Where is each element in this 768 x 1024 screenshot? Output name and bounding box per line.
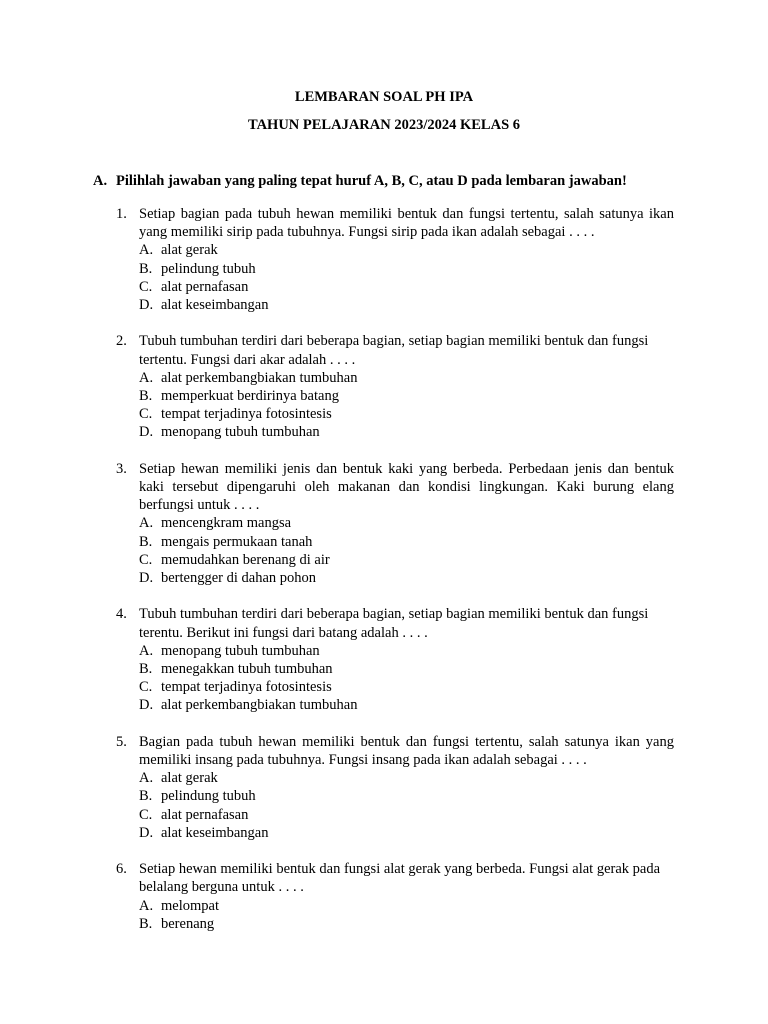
option-letter: C. <box>139 679 153 696</box>
option-letter: B. <box>139 533 153 550</box>
option-a <box>139 241 674 259</box>
option-text: memperkuat berdirinya batang <box>161 388 339 405</box>
question-number: 6. <box>116 861 127 878</box>
option-letter: A. <box>139 897 154 914</box>
option-text: mencengkram mangsa <box>161 515 292 532</box>
option-text: mengais permukaan tanah <box>161 533 313 550</box>
option-text: berenang <box>161 915 215 932</box>
question-3 <box>116 460 674 587</box>
question-number: 1. <box>116 206 127 222</box>
option-text: pelindung tubuh <box>161 788 256 805</box>
option-b <box>139 660 674 678</box>
option-text: alat perkembangbiakan tumbuhan <box>161 369 358 386</box>
option-a <box>139 769 674 787</box>
question-text: Setiap hewan memiliki bentuk dan fungsi alat gerak yang berbeda. Fungsi alat gerak pada belalang berguna untuk . . . . <box>139 861 661 896</box>
option-letter: A. <box>139 642 154 659</box>
option-letter: B. <box>139 788 153 805</box>
option-a <box>139 369 674 387</box>
question-text: Tubuh tumbuhan terdiri dari beberapa bagian, setiap bagian memiliki bentuk dan fungsi terentu. Berikut ini fungsi dari batang adalah . . . . <box>139 606 649 641</box>
option-text: alat gerak <box>161 770 218 787</box>
section-letter: A. <box>93 173 108 189</box>
option-letter: A. <box>139 770 154 787</box>
option-a <box>139 642 674 660</box>
option-a <box>139 897 674 915</box>
option-letter: D. <box>139 297 154 314</box>
option-letter: C. <box>139 806 153 823</box>
question-number: 4. <box>116 606 127 623</box>
option-text: alat keseimbangan <box>161 824 269 841</box>
option-c <box>139 806 674 824</box>
option-letter: B. <box>139 915 153 932</box>
option-letter: B. <box>139 388 153 405</box>
question-text: Tubuh tumbuhan terdiri dari beberapa bagian, setiap bagian memiliki bentuk dan fungsi tertentu. Fungsi dari akar adalah . . . . <box>139 333 649 368</box>
question-text: Bagian pada tubuh hewan memiliki bentuk dan fungsi tertentu, salah satunya ikan yang memiliki insang pada tubuhnya. Fungsi insang pada ikan adalah sebagai . . . . <box>139 733 674 769</box>
option-letter: B. <box>139 260 153 277</box>
question-number: 5. <box>116 733 127 750</box>
option-text: alat perkembangbiakan tumbuhan <box>161 697 358 714</box>
section-instruction <box>93 172 683 190</box>
option-letter: C. <box>139 551 153 568</box>
option-letter: D. <box>139 824 154 841</box>
option-letter: D. <box>139 424 154 441</box>
section-instruction-text: Pilihlah jawaban yang paling tepat huruf A, B, C, atau D pada lembaran jawaban! <box>116 173 627 189</box>
document-subtitle: TAHUN PELAJARAN 2023/2024 KELAS 6 <box>247 117 521 133</box>
option-letter: D. <box>139 570 154 587</box>
option-list <box>139 241 674 314</box>
option-text: bertengger di dahan pohon <box>161 570 317 587</box>
option-c <box>139 678 674 696</box>
option-letter: C. <box>139 278 153 295</box>
option-letter: A. <box>139 242 154 259</box>
option-d <box>139 696 674 714</box>
option-c <box>139 551 674 569</box>
option-b <box>139 387 674 405</box>
option-text: pelindung tubuh <box>161 260 256 277</box>
document-title: LEMBARAN SOAL PH IPA <box>294 89 474 105</box>
option-c <box>139 405 674 423</box>
option-list <box>139 769 674 842</box>
option-text: memudahkan berenang di air <box>161 551 330 568</box>
option-b <box>139 915 674 933</box>
option-text: alat pernafasan <box>161 278 249 295</box>
option-text: alat gerak <box>161 242 218 259</box>
option-text: menopang tubuh tumbuhan <box>161 642 320 659</box>
option-text: tempat terjadinya fotosintesis <box>161 679 332 696</box>
option-b <box>139 260 674 278</box>
option-text: alat pernafasan <box>161 806 249 823</box>
question-4 <box>116 605 674 714</box>
option-c <box>139 278 674 296</box>
option-d <box>139 824 674 842</box>
option-text: menopang tubuh tumbuhan <box>161 424 320 441</box>
option-text: alat keseimbangan <box>161 297 269 314</box>
question-text: Setiap bagian pada tubuh hewan memiliki bentuk dan fungsi tertentu, salah satunya ikan yang memiliki sirip pada tubuhnya. Fungsi sirip pada ikan adalah sebagai . . . . <box>139 206 674 241</box>
option-letter: B. <box>139 661 153 678</box>
question-number: 2. <box>116 333 127 350</box>
question-2 <box>116 332 674 441</box>
option-d <box>139 569 674 587</box>
option-list <box>139 642 674 715</box>
question-text: Setiap hewan memiliki jenis dan bentuk kaki yang berbeda. Perbedaan jenis dan bentuk kaki tersebut dipengaruhi oleh makanan dan kondisi lingkungan. Kaki burung elang berfungsi untuk . . . . <box>139 460 674 514</box>
question-5 <box>116 733 674 842</box>
option-text: tempat terjadinya fotosintesis <box>161 406 332 423</box>
option-letter: A. <box>139 369 154 386</box>
option-text: menegakkan tubuh tumbuhan <box>161 661 333 678</box>
option-letter: D. <box>139 697 154 714</box>
option-letter: C. <box>139 406 153 423</box>
option-list <box>139 369 674 442</box>
question-6 <box>116 860 674 933</box>
option-d <box>139 296 674 314</box>
option-list <box>139 897 674 933</box>
option-a <box>139 514 674 532</box>
option-list <box>139 514 674 587</box>
option-letter: A. <box>139 515 154 532</box>
option-text: melompat <box>161 897 219 914</box>
option-b <box>139 533 674 551</box>
question-list <box>116 205 674 951</box>
question-number: 3. <box>116 460 127 477</box>
option-d <box>139 423 674 441</box>
question-1 <box>116 205 674 314</box>
option-b <box>139 787 674 805</box>
